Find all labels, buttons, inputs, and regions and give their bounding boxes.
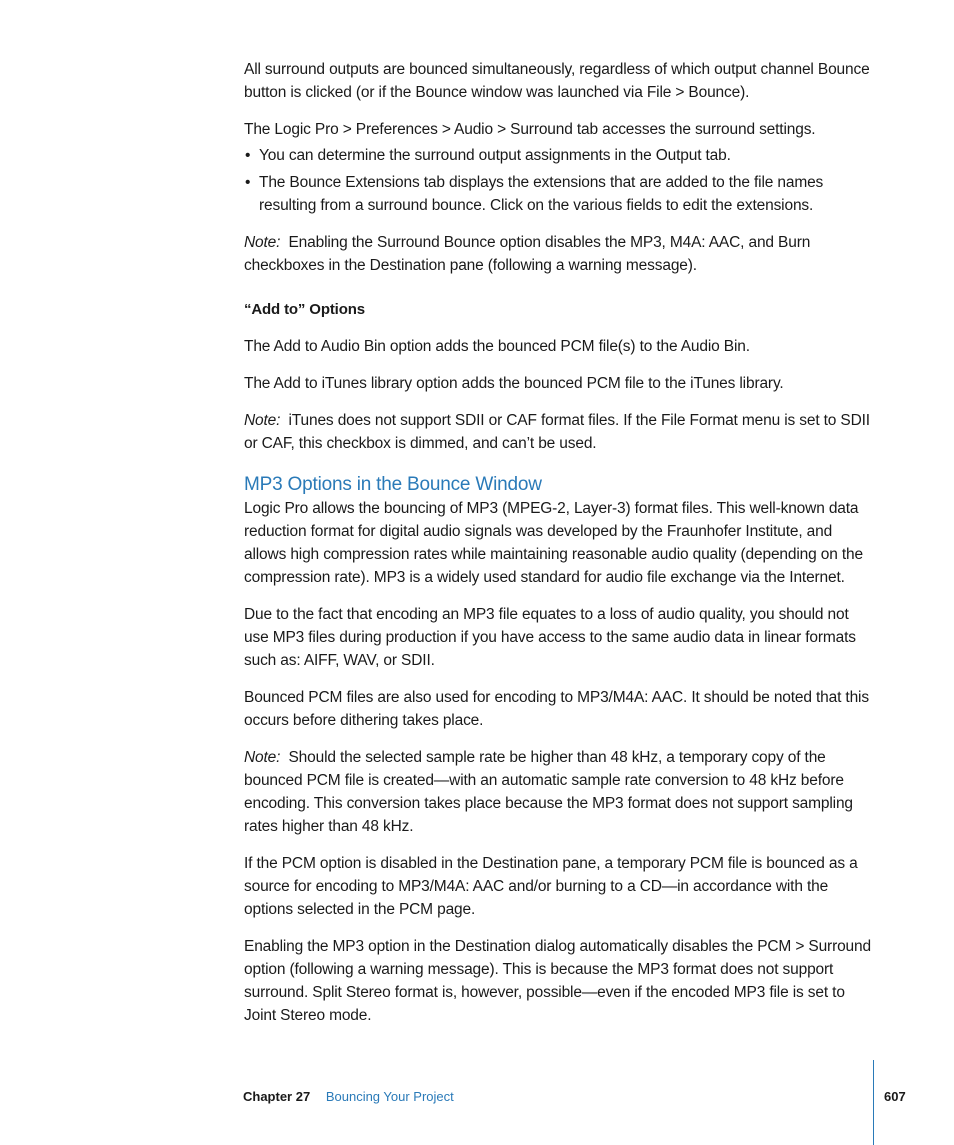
list-item xyxy=(244,171,874,217)
footer-chapter-title: Bouncing Your Project xyxy=(325,1089,454,1104)
page-number: 607 xyxy=(884,1089,906,1104)
note-text: iTunes does not support SDII or CAF format files. If the File Format menu is set to SDII or CAF, this checkbox is dimmed, and can’t be used. xyxy=(244,412,870,452)
note-surround-bounce xyxy=(244,231,874,277)
bullet-list xyxy=(244,144,874,217)
note-label: Note: xyxy=(244,749,281,766)
paragraph-mp3-intro: Logic Pro allows the bouncing of MP3 (MPEG-2, Layer-3) format files. This well-known data reduction format for digital audio signals was developed by the Fraunhofer Institute, and allows high compression rates while maintaining reasonable audio quality (depending on the compression rate). MP3 is a widely used standard for audio file exchange via the Internet. xyxy=(244,500,863,586)
note-itunes xyxy=(244,409,874,455)
paragraph-surround-outputs: All surround outputs are bounced simultaneously, regardless of which output channel Bounce button is clicked (or if the Bounce window was launched via File > Bounce). xyxy=(244,61,870,101)
paragraph-mp3-surround: Enabling the MP3 option in the Destination dialog automatically disables the PCM > Surround option (following a warning message). This is because the MP3 format does not support surround. Split Stereo format is, however, possible—even if the encoded MP3 file is set to Joint Stereo mode. xyxy=(244,938,871,1024)
paragraph-add-to-audio-bin: The Add to Audio Bin option adds the bounced PCM file(s) to the Audio Bin. xyxy=(244,338,750,355)
list-item-text: You can determine the surround output assignments in the Output tab. xyxy=(259,147,731,164)
footer-divider xyxy=(873,1060,874,1145)
note-sample-rate xyxy=(244,746,874,838)
note-label: Note: xyxy=(244,234,281,251)
list-item-text: The Bounce Extensions tab displays the extensions that are added to the file names resulting from a surround bounce. Click on the various fields to edit the extensions. xyxy=(259,174,824,214)
paragraph-pcm-disabled: If the PCM option is disabled in the Destination pane, a temporary PCM file is bounced as a source for encoding to MP3/M4A: AAC and/or burning to a CD—in accordance with the options selected in the PCM page. xyxy=(244,855,858,918)
paragraph-mp3-pcm: Bounced PCM files are also used for encoding to MP3/M4A: AAC. It should be noted that this occurs before dithering takes place. xyxy=(244,689,869,729)
list-item xyxy=(244,144,874,167)
bullet-icon: • xyxy=(245,147,251,164)
footer-chapter-number: Chapter 27 xyxy=(243,1089,311,1104)
bullet-icon: • xyxy=(245,174,251,191)
note-label: Note: xyxy=(244,412,281,429)
note-text: Should the selected sample rate be higher than 48 kHz, a temporary copy of the bounced PCM file is created—with an automatic sample rate conversion to 48 kHz before encoding. This conversion takes place because the MP3 format does not support sampling rates higher than 48 kHz. xyxy=(244,749,853,835)
addto-section xyxy=(244,298,874,455)
page-body xyxy=(244,58,874,1041)
section-title-mp3-options: MP3 Options in the Bounce Window xyxy=(244,474,542,495)
paragraph-add-to-itunes: The Add to iTunes library option adds the bounced PCM file to the iTunes library. xyxy=(244,375,784,392)
paragraph-surround-prefs: The Logic Pro > Preferences > Audio > Surround tab accesses the surround settings. xyxy=(244,121,816,138)
note-text: Enabling the Surround Bounce option disables the MP3, M4A: AAC, and Burn checkboxes in the Destination pane (following a warning message). xyxy=(244,234,811,274)
page-footer xyxy=(243,1088,454,1106)
addto-heading: “Add to” Options xyxy=(244,301,365,318)
paragraph-mp3-quality: Due to the fact that encoding an MP3 file equates to a loss of audio quality, you should not use MP3 files during production if you have access to the same audio data in linear formats such as: AIFF, WAV, or SDII. xyxy=(244,606,856,669)
